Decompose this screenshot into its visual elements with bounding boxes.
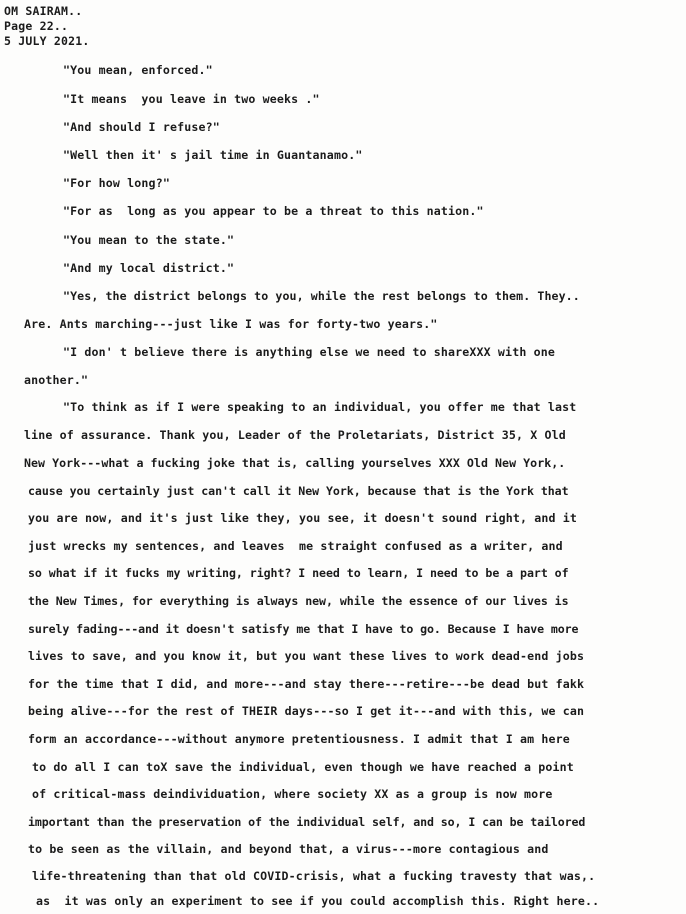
text-line: "I don' t believe there is anything else we need to shareXXX with one xyxy=(63,345,555,359)
text-line: being alive---for the rest of THEIR days---so I get it---and with this, we can xyxy=(28,704,585,718)
text-line: line of assurance. Thank you, Leader of the Proletariats, District 35, X Old xyxy=(24,428,566,442)
text-line: Are. Ants marching---just like I was for forty-two years." xyxy=(24,317,438,331)
text-line: "And my local district." xyxy=(63,261,235,275)
text-line: "You mean, enforced." xyxy=(63,63,213,77)
text-line: for the time that I did, and more---and stay there---retire---be dead but fakk xyxy=(28,677,585,691)
text-line: to do all I can toX save the individual, even though we have reached a point xyxy=(32,760,574,774)
page-header xyxy=(4,4,89,49)
text-line: surely fading---and it doesn't satisfy me that I have to go. Because I have more xyxy=(28,622,579,636)
text-line: form an accordance---without anymore pretentiousness. I admit that I am here xyxy=(28,732,570,746)
text-line: "To think as if I were speaking to an individual, you offer me that last xyxy=(63,400,577,414)
text-line: important than the preservation of the individual self, and so, I can be tailored xyxy=(28,815,586,829)
text-line: "And should I refuse?" xyxy=(63,120,220,134)
header-title: OM SAIRAM.. xyxy=(4,4,83,18)
text-line: "Well then it' s jail time in Guantanamo." xyxy=(63,148,363,162)
text-line: "Yes, the district belongs to you, while the rest belongs to them. They.. xyxy=(63,289,580,303)
text-line: "For how long?" xyxy=(63,176,170,190)
page-number: Page 22.. xyxy=(4,19,69,33)
page-date: 5 JULY 2021. xyxy=(4,34,90,48)
text-line: so what if it fucks my writing, right? I need to learn, I need to be a part of xyxy=(28,566,569,580)
text-line: you are now, and it's just like they, you see, it doesn't sound right, and it xyxy=(28,511,578,525)
text-line: as it was only an experiment to see if you could accomplish this. Right here.. xyxy=(36,894,600,908)
text-line: another." xyxy=(24,373,89,387)
text-line: cause you certainly just can't call it New York, because that is the York that xyxy=(28,484,569,498)
text-line: "For as long as you appear to be a threat to this nation." xyxy=(63,204,484,218)
text-line: lives to save, and you know it, but you want these lives to work dead-end jobs xyxy=(28,649,585,663)
text-line: to be seen as the villain, and beyond that, a virus---more contagious and xyxy=(28,842,549,856)
text-line: of critical-mass deindividuation, where society XX as a group is now more xyxy=(32,787,553,801)
text-line: just wrecks my sentences, and leaves me straight confused as a writer, and xyxy=(28,539,563,553)
text-line: "It means you leave in two weeks ." xyxy=(63,92,320,106)
text-line: "You mean to the state." xyxy=(63,233,235,247)
text-line: the New Times, for everything is always new, while the essence of our lives is xyxy=(28,594,569,608)
text-line: New York---what a fucking joke that is, calling yourselves XXX Old New York,. xyxy=(24,456,566,470)
text-line: life-threatening than that old COVID-crisis, what a fucking travesty that was,. xyxy=(32,869,596,883)
